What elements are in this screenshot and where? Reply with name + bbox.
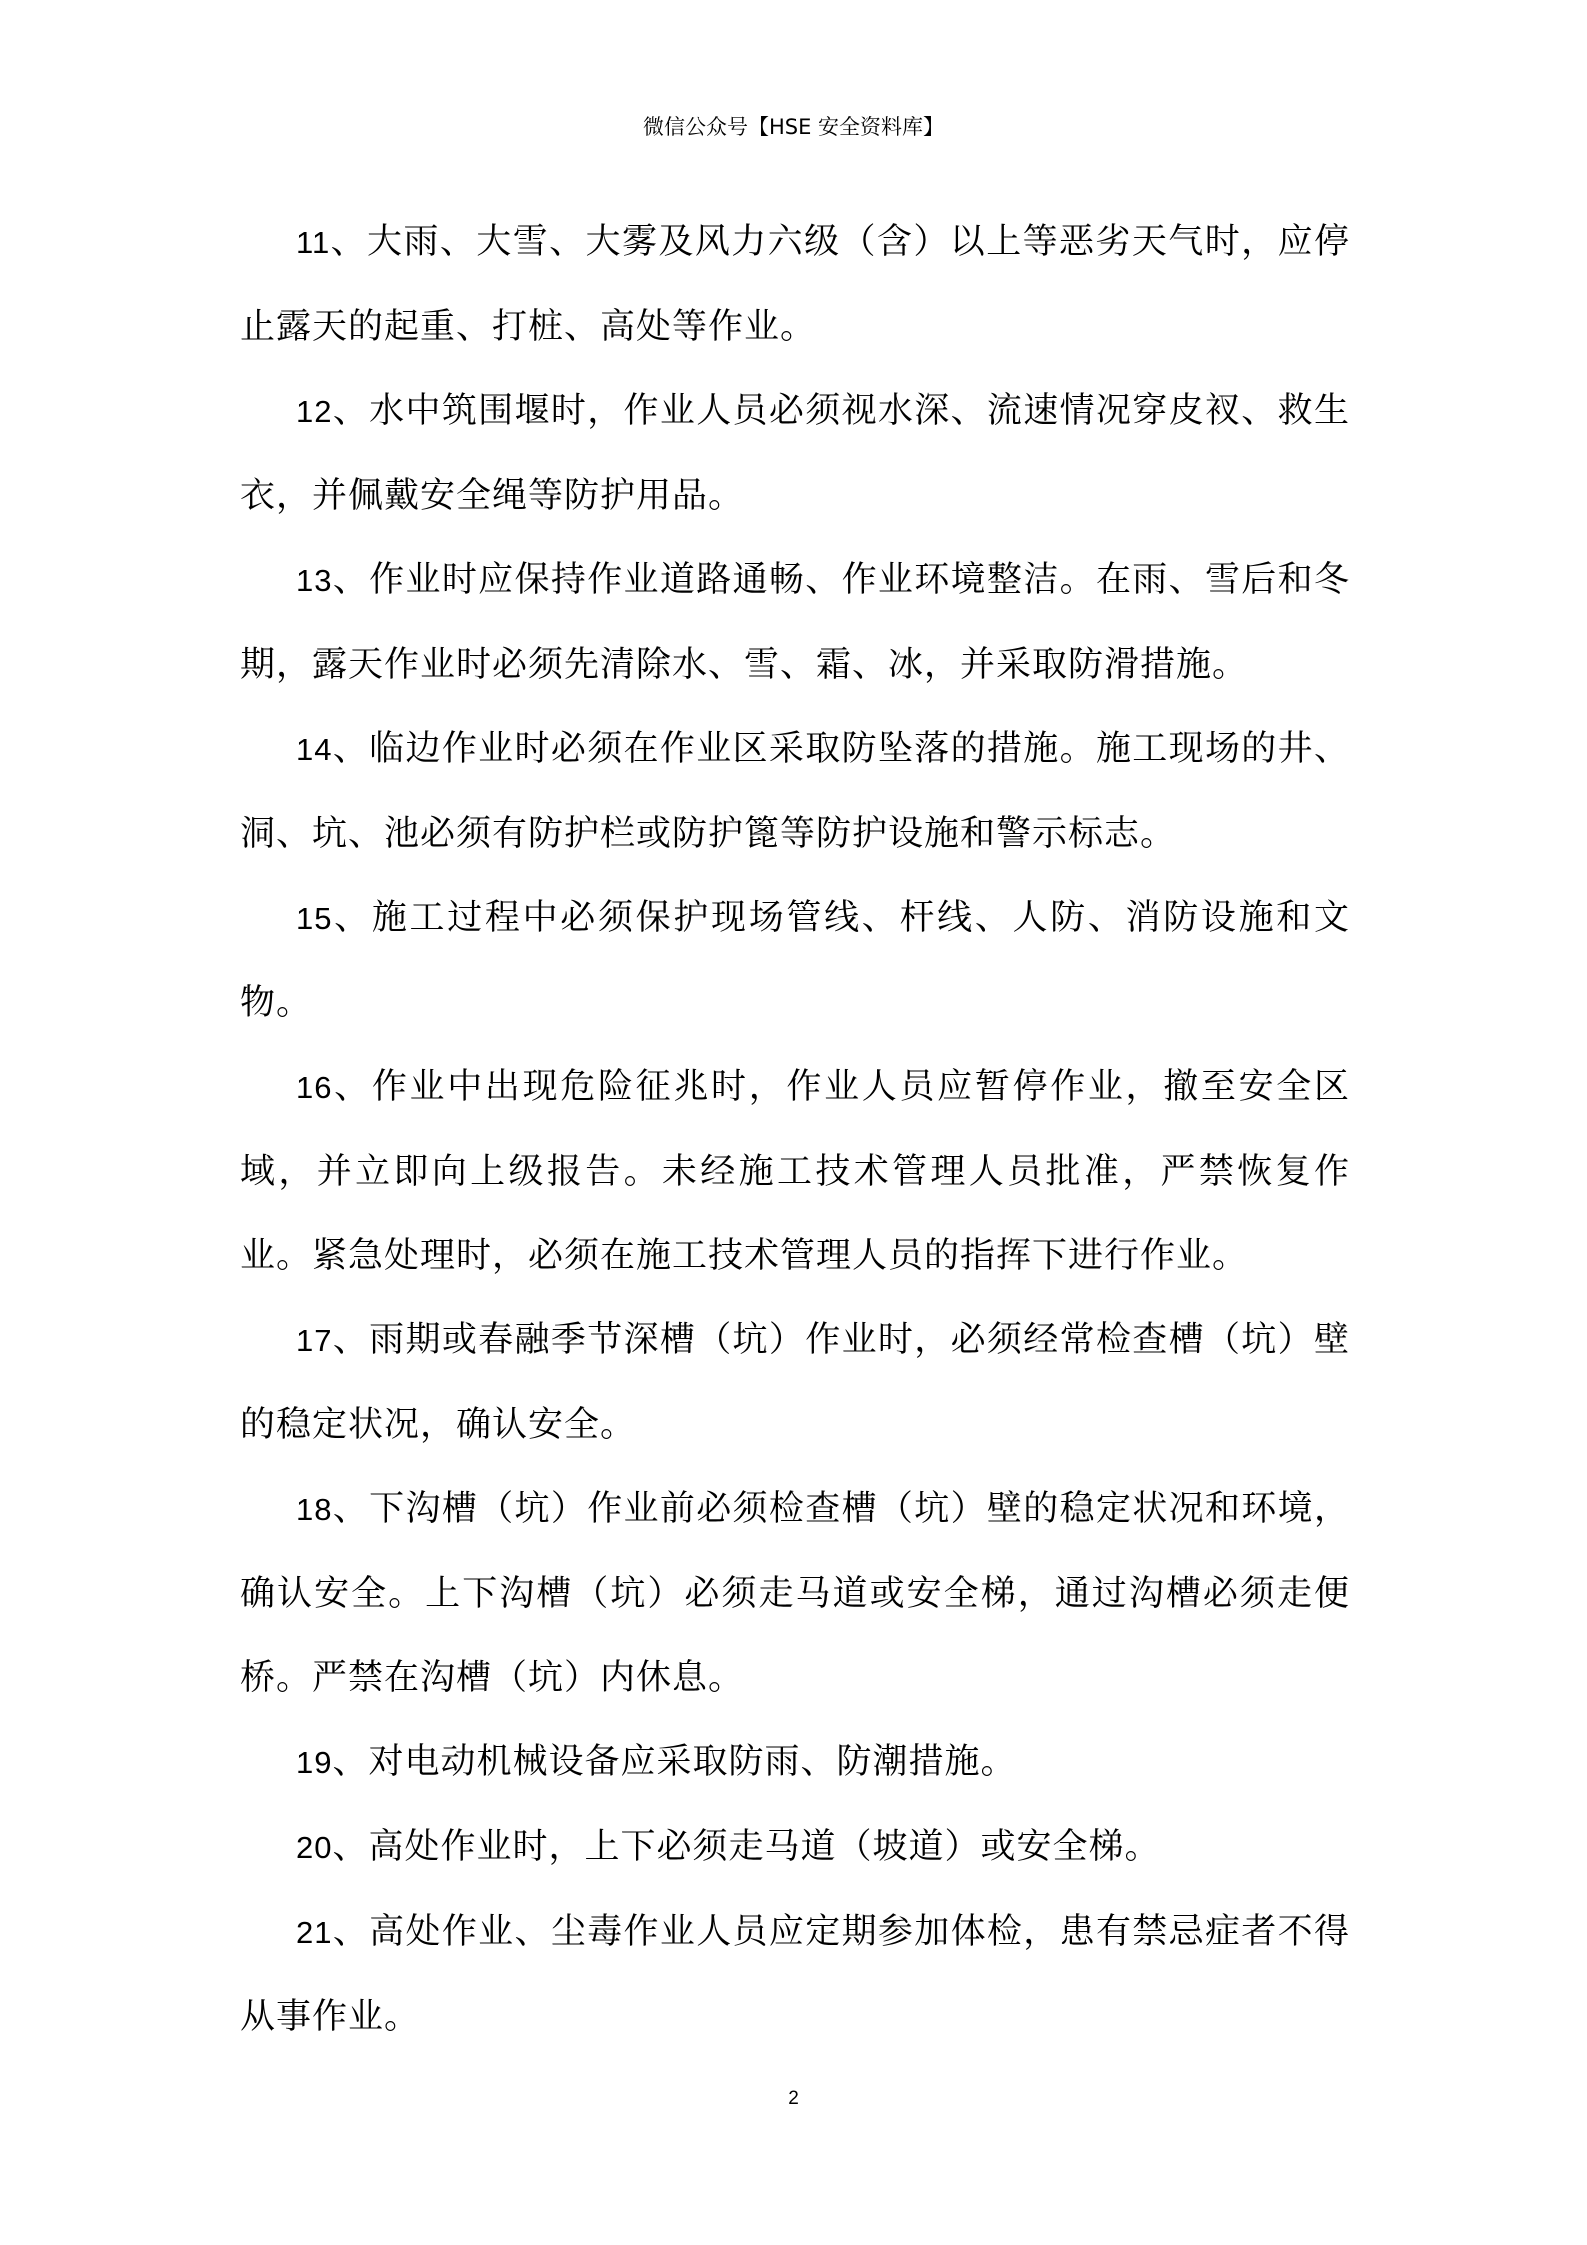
list-item (240, 538, 1350, 707)
list-item (240, 707, 1350, 876)
list-item (240, 1890, 1350, 2059)
item-number: 15 (296, 901, 333, 936)
item-text: 、作业中出现危险征兆时，作业人员应暂停作业，撤至安全区域，并立即向上级报告。未经施工技术管理人员批准，严禁恢复作业。紧急处理时，必须在施工技术管理人员的指挥下进行作业。 (240, 1067, 1350, 1276)
page-header: 微信公众号【HSE 安全资料库】 (642, 115, 945, 139)
list-item (240, 1298, 1350, 1467)
document-body (240, 200, 1350, 2059)
item-number: 19 (296, 1745, 333, 1780)
item-number: 13 (296, 563, 333, 598)
item-text: 、雨期或春融季节深槽（坑）作业时，必须经常检查槽（坑）壁的稳定状况，确认安全。 (240, 1320, 1350, 1445)
item-text: 、施工过程中必须保护现场管线、杆线、人防、消防设施和文物。 (240, 898, 1350, 1023)
list-item (240, 1805, 1350, 1890)
item-text: 、对电动机械设备应采取防雨、防潮措施。 (332, 1742, 1017, 1782)
item-text: 、高处作业时，上下必须走马道（坡道）或安全梯。 (332, 1827, 1161, 1867)
item-text: 、下沟槽（坑）作业前必须检查槽（坑）壁的稳定状况和环境，确认安全。上下沟槽（坑）必须走马道或安全梯，通过沟槽必须走便桥。严禁在沟槽（坑）内休息。 (240, 1489, 1350, 1698)
item-text: 、作业时应保持作业道路通畅、作业环境整洁。在雨、雪后和冬期，露天作业时必须先清除水、雪、霜、冰，并采取防滑措施。 (240, 560, 1350, 685)
item-text: 、水中筑围堰时，作业人员必须视水深、流速情况穿皮衩、救生衣，并佩戴安全绳等防护用品。 (240, 391, 1350, 516)
item-number: 21 (296, 1915, 333, 1950)
item-number: 20 (296, 1830, 333, 1865)
item-number: 12 (296, 394, 333, 429)
list-item (240, 1720, 1350, 1805)
list-item (240, 200, 1350, 369)
item-number: 14 (296, 732, 333, 767)
item-text: 、临边作业时必须在作业区采取防坠落的措施。施工现场的井、洞、坑、池必须有防护栏或防护篦等防护设施和警示标志。 (240, 729, 1350, 854)
list-item (240, 1467, 1350, 1720)
list-item (240, 1045, 1350, 1298)
item-number: 17 (296, 1323, 333, 1358)
item-number: 11 (296, 225, 331, 260)
list-item (240, 369, 1350, 538)
page-number: 2 (788, 2088, 799, 2109)
item-number: 18 (296, 1492, 333, 1527)
item-number: 16 (296, 1070, 333, 1105)
list-item (240, 876, 1350, 1045)
item-text: 、大雨、大雪、大雾及风力六级（含）以上等恶劣天气时，应停止露天的起重、打桩、高处等作业。 (240, 222, 1350, 347)
item-text: 、高处作业、尘毒作业人员应定期参加体检，患有禁忌症者不得从事作业。 (240, 1912, 1350, 2037)
